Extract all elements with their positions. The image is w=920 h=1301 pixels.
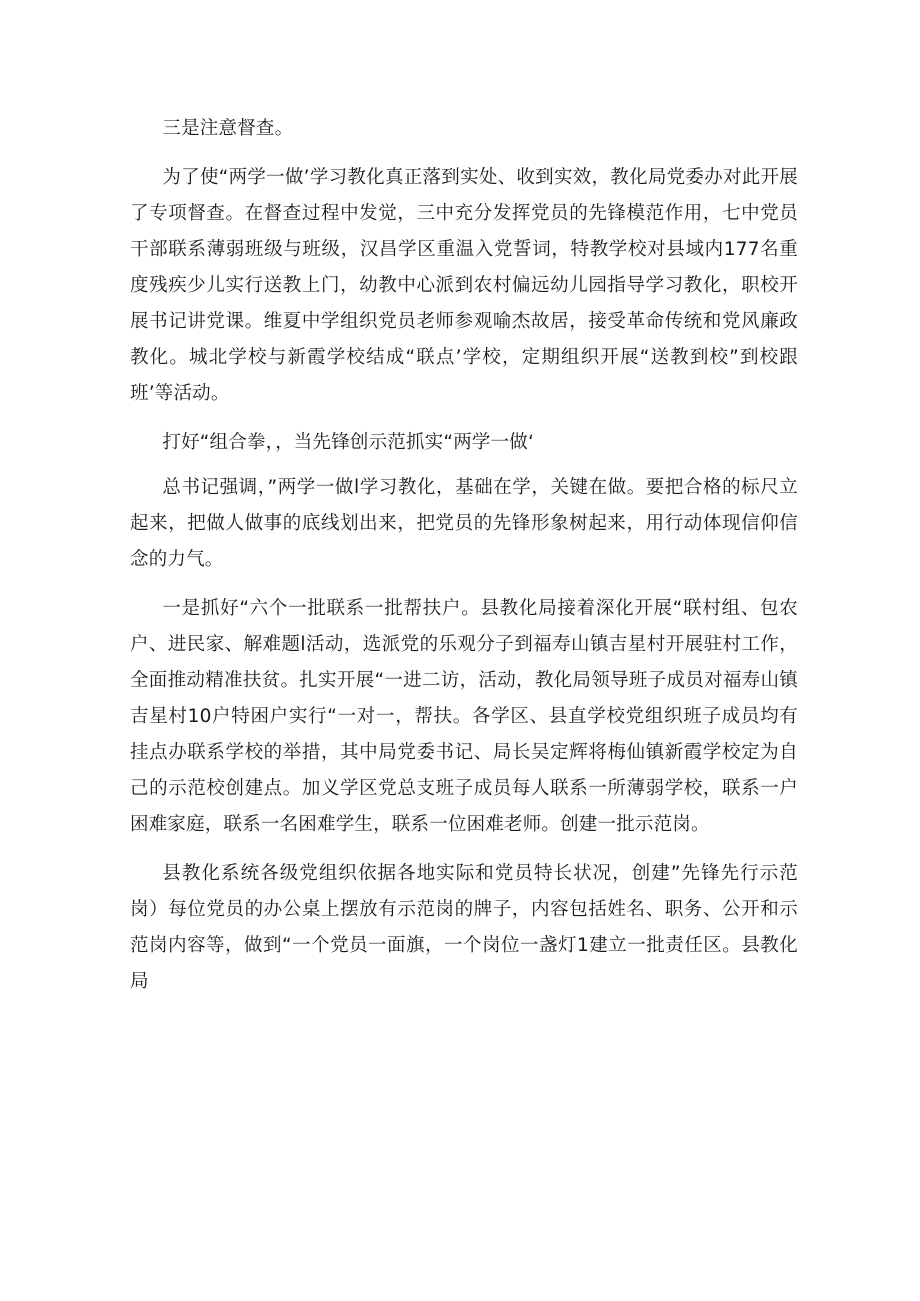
document-body xyxy=(130,111,798,1013)
paragraph-supervision-details: 为了使“两学一做’学习教化真正落到实处、收到实效，教化局党委办对此开展了专项督查。在督查过程中发觉，三中充分发挥党员的先锋模范作用，七中党员干部联系薄弱班级与班级，汉昌学区重温入党誓词，特教学校对县域内177名重度残疾少儿实行送教上门，幼教中心派到农村偏远幼儿园指导学习教化，职校开展书记讲党课。维夏中学组织党员老师参观喻杰故居，接受革命传统和党风廉政教化。城北学校与新霞学校结成“联点’学校，定期组织开展“送教到校”到校跟班’等活动。 xyxy=(130,167,798,404)
paragraph-model-posts: 县教化系统各级党组织依据各地实际和党员特长状况，创建”先锋先行示范岗）每位党员的办公桌上摆放有示范岗的牌子，内容包括姓名、职务、公开和示范岗内容等，做到“一个党员一面旗，一个岗位一盏灯1建立一批责任区。县教化局 xyxy=(130,863,798,992)
paragraph-six-batches: 一是抓好“六个一批联系一批帮扶户。县教化局接着深化开展“联村组、包农户、进民家、解难题l活动，选派党的乐观分子到福寿山镇吉星村开展驻村工作，全面推动精准扶贫。扎实开展“一进二访，活动，教化局领导班子成员对福寿山镇吉星村10户特困户实行“一对一，帮扶。各学区、县直学校党组织班子成员均有挂点办联系学校的举措，其中局党委书记、局长吴定辉将梅仙镇新霞学校定为自己的示范校创建点。加义学区党总支班子成员每人联系一所薄弱学校，联系一户困难家庭，联系一名困难学生，联系一位困难老师。创建一批示范岗。 xyxy=(130,598,798,835)
paragraph-secretary-remarks: 总书记强调，”两学一做l学习教化，基础在学，关键在做。要把合格的标尺立起来，把做人做事的底线划出来，把党员的先锋形象树起来，用行动体现信仰信念的力气。 xyxy=(130,477,798,570)
paragraph-combination-heading: 打好“组合拳，，当先锋创示范抓实“两学一做‘ xyxy=(162,432,535,453)
paragraph-supervision-heading: 三是注意督查。 xyxy=(162,118,294,139)
